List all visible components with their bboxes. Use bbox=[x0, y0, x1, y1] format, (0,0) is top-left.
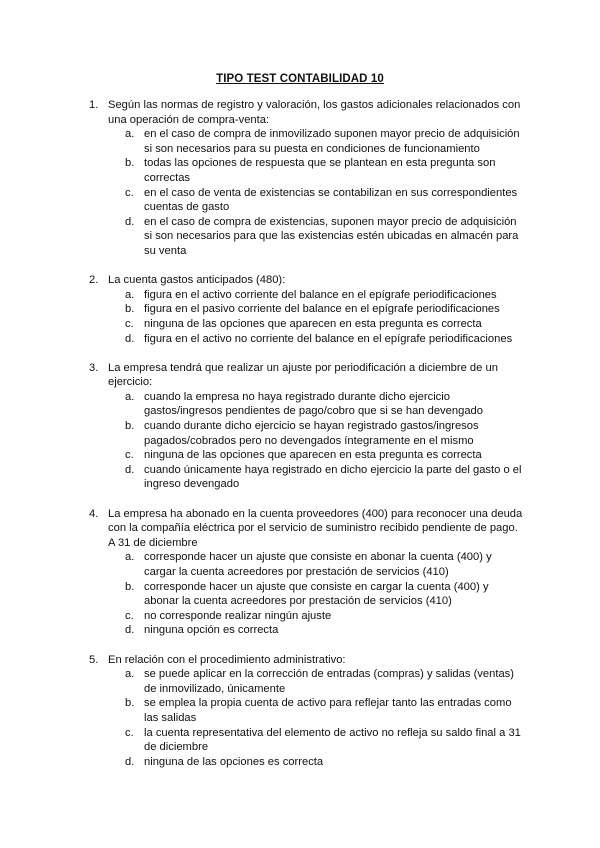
option-label: d. bbox=[125, 215, 135, 228]
option-label: c. bbox=[125, 186, 134, 199]
option-text: se puede aplicar en la corrección de entradas (compras) y salidas (ventas) de inmovilizado, únicamente bbox=[144, 668, 514, 695]
option-text: ninguna de las opciones que aparecen en esta pregunta es correcta bbox=[144, 449, 482, 462]
question-number: 2. bbox=[89, 274, 99, 287]
option-label: b. bbox=[125, 580, 135, 593]
option-label: b. bbox=[125, 420, 135, 433]
option-text: cuando durante dicho ejercicio se hayan registrado gastos/ingresos pagados/cobrados pero no devengados íntegramente en el mismo bbox=[144, 420, 479, 447]
option-label: d. bbox=[125, 624, 135, 637]
option-a bbox=[125, 127, 526, 156]
option-text: figura en el activo corriente del balance en el epígrafe periodificaciones bbox=[144, 288, 497, 301]
option-text: cuando la empresa no haya registrado durante dicho ejercicio gastos/ingresos pendientes de pago/cobro que si se han devengado bbox=[144, 390, 483, 418]
option-label: a. bbox=[125, 551, 135, 564]
question-text: En relación con el procedimiento administrativo: bbox=[108, 653, 346, 666]
option-c bbox=[125, 609, 526, 624]
option-text: cuando únicamente haya registrado en dicho ejercicio la parte del gasto o el ingreso devengado bbox=[144, 463, 522, 491]
question-1 bbox=[89, 98, 524, 259]
option-d bbox=[125, 463, 526, 492]
question-number: 4. bbox=[89, 507, 99, 520]
spacer bbox=[0, 259, 600, 274]
option-text: en el caso de venta de existencias se contabilizan en sus correspondientes cuentas de gasto bbox=[144, 186, 518, 214]
option-d bbox=[125, 623, 526, 638]
option-b bbox=[125, 156, 526, 185]
option-label: c. bbox=[125, 726, 134, 739]
question-list bbox=[0, 98, 600, 769]
option-label: a. bbox=[125, 288, 135, 301]
page-title: TIPO TEST CONTABILIDAD 10 bbox=[216, 73, 384, 85]
option-list bbox=[108, 667, 524, 769]
option-label: d. bbox=[125, 463, 135, 476]
option-text: figura en el activo no corriente del balance en el epígrafe periodificaciones bbox=[144, 332, 513, 345]
question-text: La empresa tendrá que realizar un ajuste por periodificación a diciembre de un ejercicio: bbox=[108, 361, 498, 389]
option-list bbox=[108, 390, 524, 492]
option-a bbox=[125, 667, 526, 696]
question-number: 5. bbox=[89, 653, 99, 666]
spacer bbox=[0, 492, 600, 507]
option-list bbox=[108, 550, 524, 638]
option-label: d. bbox=[125, 755, 135, 768]
option-label: a. bbox=[125, 390, 135, 403]
option-label: b. bbox=[125, 697, 135, 710]
option-c bbox=[125, 448, 526, 463]
spacer bbox=[0, 638, 600, 653]
question-text: La cuenta gastos anticipados (480): bbox=[108, 274, 286, 287]
option-text: todas las opciones de respuesta que se plantean en esta pregunta son correctas bbox=[144, 157, 496, 184]
question-5 bbox=[89, 653, 524, 770]
option-d bbox=[125, 755, 526, 770]
option-b bbox=[125, 302, 526, 317]
option-label: c. bbox=[125, 609, 134, 622]
spacer bbox=[0, 346, 600, 361]
question-3 bbox=[89, 361, 524, 492]
option-label: a. bbox=[125, 128, 135, 141]
option-label: d. bbox=[125, 332, 135, 345]
option-label: c. bbox=[125, 317, 134, 330]
option-b bbox=[125, 696, 526, 725]
option-text: en el caso de compra de inmovilizado suponen mayor precio de adquisición si son necesarios para su puesta en condiciones de funcionamiento bbox=[144, 128, 520, 155]
option-a bbox=[125, 390, 526, 419]
option-text: corresponde hacer un ajuste que consiste en abonar la cuenta (400) y cargar la cuenta acreedores por prestación de servicios (410) bbox=[144, 551, 492, 578]
option-text: la cuenta representativa del elemento de activo no refleja su saldo final a 31 de diciembre bbox=[144, 726, 521, 754]
option-label: a. bbox=[125, 668, 135, 681]
option-c bbox=[125, 186, 526, 215]
question-text: Según las normas de registro y valoración, los gastos adicionales relacionados con una operación de compra-venta: bbox=[108, 99, 521, 126]
option-d bbox=[125, 332, 526, 347]
question-number: 1. bbox=[89, 99, 99, 111]
option-text: ninguna de las opciones que aparecen en esta pregunta es correcta bbox=[144, 317, 482, 330]
option-a bbox=[125, 288, 526, 303]
option-b bbox=[125, 580, 526, 609]
option-c bbox=[125, 726, 526, 755]
option-label: b. bbox=[125, 157, 135, 170]
option-text: en el caso de compra de existencias, suponen mayor precio de adquisición si son necesarios para que las existencias estén ubicadas en almacén para su venta bbox=[144, 215, 519, 257]
question-2 bbox=[89, 273, 524, 346]
question-text: La empresa ha abonado en la cuenta proveedores (400) para reconocer una deuda con la compañía eléctrica por el servicio de suministro recibido pendiente de pago. A 31 de diciembre bbox=[108, 507, 523, 549]
option-text: figura en el pasivo corriente del balance en el epígrafe periodificaciones bbox=[144, 303, 500, 316]
option-a bbox=[125, 550, 526, 579]
option-list bbox=[108, 127, 524, 258]
option-c bbox=[125, 317, 526, 332]
option-d bbox=[125, 215, 526, 259]
option-text: se emplea la propia cuenta de activo para reflejar tanto las entradas como las salidas bbox=[144, 697, 512, 724]
option-label: b. bbox=[125, 303, 135, 316]
option-text: ninguna opción es correcta bbox=[144, 624, 279, 637]
option-text: ninguna de las opciones es correcta bbox=[144, 755, 324, 768]
question-number: 3. bbox=[89, 361, 99, 374]
option-b bbox=[125, 419, 526, 448]
question-4 bbox=[89, 507, 524, 638]
option-label: c. bbox=[125, 449, 134, 462]
option-text: corresponde hacer un ajuste que consiste en cargar la cuenta (400) y abonar la cuenta acreedores por prestación de servicios (410) bbox=[144, 580, 489, 608]
option-text: no corresponde realizar ningún ajuste bbox=[144, 609, 332, 622]
option-list bbox=[108, 288, 524, 346]
